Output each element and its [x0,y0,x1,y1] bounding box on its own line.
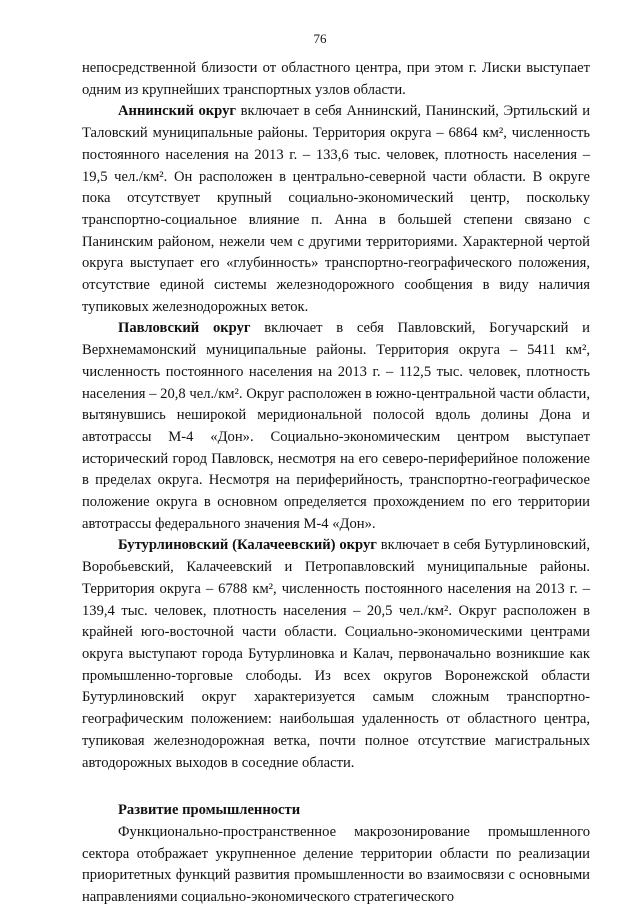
document-body [82,58,590,909]
paragraph-text: включает в себя Бутурлиновский, Воробьевский, Калачеевский и Петропавловский муниципальные районы. Территория округа – 6788 км², численность постоянного населения на 2013 г. – 139,4 тыс. человек, плотность населения – 20,5 чел./км². Округ расположен в крайней юго-восточной части области. Социально-экономическими центрами округа выступают города Бутурлиновка и Калач, первоначально возникшие как промышленно-торговые слободы. Из всех округов Воронежской области Бутурлиновский округ характеризуется самым сложным транспортно-географическим положением: наибольшая удаленность от областного центра, тупиковая железнодорожная ветка, почти полное отсутствие магистральных автодорожных выходов в соседние области. [82,537,590,771]
section-heading: Развитие промышленности [118,802,301,819]
paragraph-lead: Бутурлиновский (Калачеевский) округ [118,537,377,554]
paragraph-lead: Павловский округ [118,320,251,337]
paragraph-continuation [82,58,590,101]
paragraph-pavlovsky-okrug [82,318,590,535]
paragraph-buturlinovsky-okrug [82,535,590,774]
paragraph-lead: Аннинский округ [118,103,237,120]
paragraph-anninsky-okrug [82,101,590,318]
page-number: 76 [313,31,327,46]
paragraph-text: включает в себя Павловский, Богучарский и Верхнемамонский муниципальные районы. Территория округа – 5411 км², численность постоянного населения на 2013 г. – 112,5 тыс. человек, плотность населения – 20,8 чел./км². Округ расположен в южно-центральной части области, вытянувшись неширокой меридиональной полосой вдоль долины Дона и автотрассы М-4 «Дон». Социально-экономическим центром выступает исторический город Павловск, несмотря на его северо-периферийное положение в пределах округа. Несмотря на периферийность, транспортно-географическое положение округа в основном определяется прохождением по его территории автотрассы федерального значения М-4 «Дон». [82,320,590,532]
section-paragraph: Функционально-пространственное макрозонирование промышленного сектора отображает укрупненное деление территории области по реализации приоритетных функций развития промышленности во взаимосвязи с основными направлениями социально-экономического стратегического [82,823,590,906]
paragraph-text: непосредственной близости от областного центра, при этом г. Лиски выступает одним из крупнейших транспортных узлов области. [82,60,590,98]
paragraph-text: включает в себя Аннинский, Панинский, Эртильский и Таловский муниципальные районы. Территория округа – 6864 км², численность постоянного населения на 2013 г. – 133,6 тыс. человек, плотность населения – 19,5 чел./км². Он расположен в центрально-северной части области. В округе пока отсутствует крупный социально-экономический центр, поскольку транспортно-социальное влияние п. Анна в большей степени связано с Панинским районом, нежели чем с другими территориями. Характерной чертой округа выступает его «глубинность» транспортно-географического положения, отсутствие единой системы железнодорожного сообщения в виду наличия тупиковых железнодорожных веток. [82,103,590,315]
